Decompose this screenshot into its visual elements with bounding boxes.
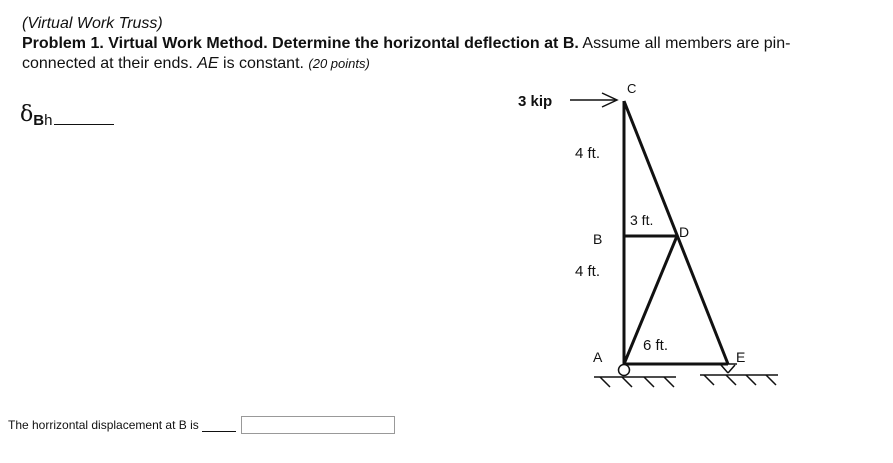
problem-title: . Virtual Work Method. Determine the horizontal deflection at B. xyxy=(99,35,579,52)
load-arrow xyxy=(570,93,617,107)
delta-symbol: δ xyxy=(20,102,34,127)
node-label-a: A xyxy=(593,349,603,365)
pin-support-a xyxy=(594,365,676,388)
node-label-e: E xyxy=(736,349,746,365)
node-label-b: B xyxy=(593,231,603,247)
problem-subtitle: (Virtual Work Truss) xyxy=(22,15,163,32)
node-label-c: C xyxy=(627,81,637,96)
answer-blank xyxy=(202,419,236,432)
assumption-cont: connected at their ends. xyxy=(22,55,198,72)
dim-ae-label: 6 ft. xyxy=(643,337,669,354)
answer-row xyxy=(8,416,395,434)
points-label: (20 points) xyxy=(308,56,370,71)
support-e xyxy=(700,364,778,385)
node-label-d: D xyxy=(679,224,690,240)
ae-symbol: AE xyxy=(197,55,219,72)
load-label: 3 kip xyxy=(518,93,553,110)
answer-label: The horrizontal displacement at B is xyxy=(8,418,199,432)
truss-members xyxy=(624,101,728,364)
problem-label: Problem 1 xyxy=(22,35,100,52)
delta-subscript-h: h xyxy=(44,112,53,129)
problem-assumption: Assume all members are pin- xyxy=(578,35,791,52)
answer-input[interactable] xyxy=(241,416,395,434)
dim-bd-label: 3 ft. xyxy=(630,212,654,228)
delta-subscript-b: B xyxy=(33,112,45,129)
dim-upper-label: 4 ft. xyxy=(575,145,601,162)
assumption-end: is constant. xyxy=(218,55,309,72)
dim-lower-label: 4 ft. xyxy=(575,263,601,280)
